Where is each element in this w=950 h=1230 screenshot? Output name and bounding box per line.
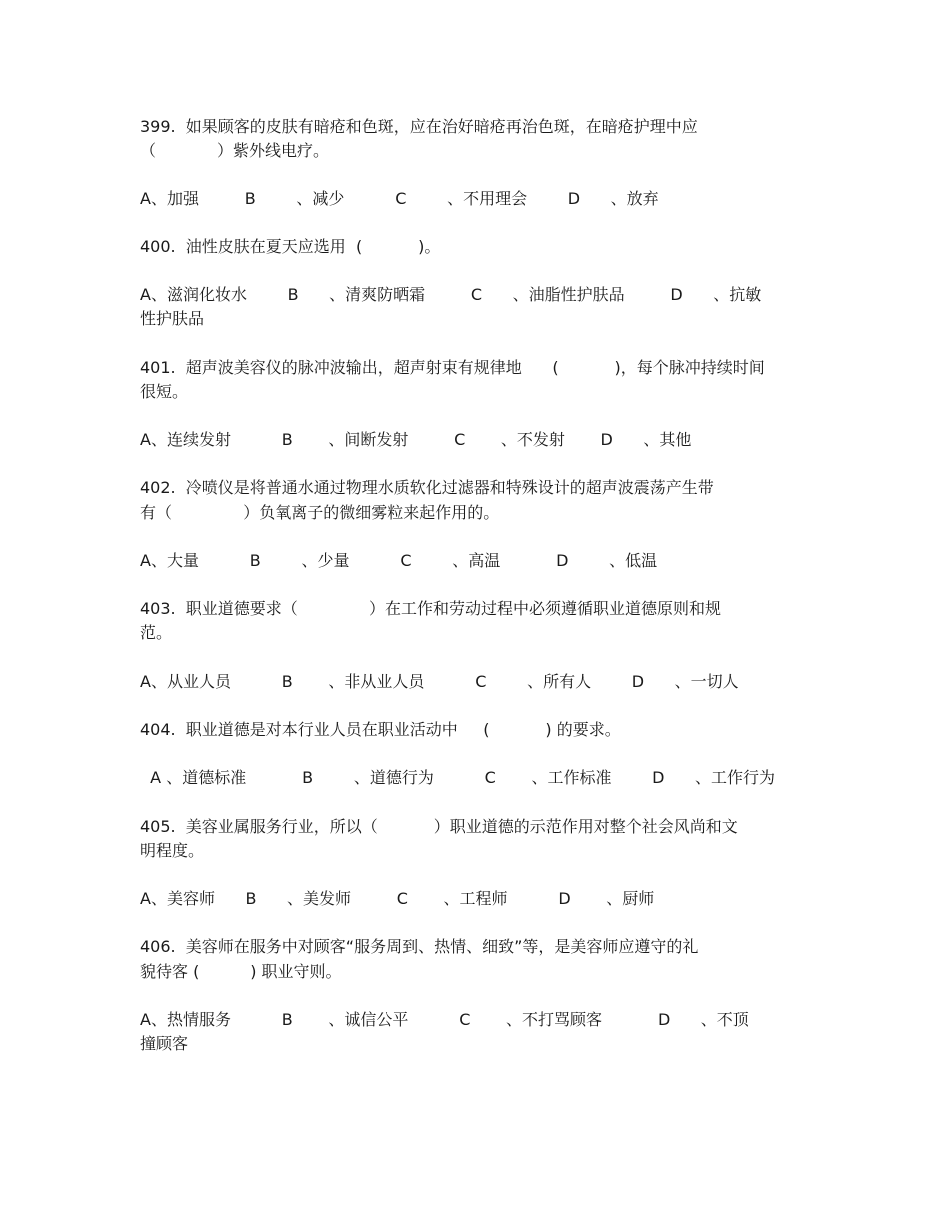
question-401-stem-line-1: 401. 超声波美容仪的脉冲波输出，超声射束有规律地 ( )，每个脉冲持续时间 [140,358,765,377]
question-405-options: A、美容师 B 、美发师 C 、工程师 D 、厨师 [140,889,655,908]
question-400-options-line-2: 性护肤品 [140,309,205,328]
question-402-stem-line-1: 402. 冷喷仪是将普通水通过物理水质软化过滤器和特殊设计的超声波震荡产生带 [140,478,714,497]
question-406-stem-line-1: 406. 美容师在服务中对顾客“服务周到、热情、细致”等，是美容师应遵守的礼 [140,937,699,956]
question-404-options: A 、道德标准 B 、道德行为 C 、工作标准 D 、工作行为 [140,768,775,787]
question-404-stem-line-1: 404. 职业道德是对本行业人员在职业活动中 ( ) 的要求。 [140,720,621,739]
question-400-stem-line-1: 400. 油性皮肤在夏天应选用 ( )。 [140,237,441,256]
question-403-options: A、从业人员 B 、非从业人员 C 、所有人 D 、一切人 [140,672,739,691]
question-400-options-line-1: A、滋润化妆水 B 、清爽防晒霜 C 、油脂性护肤品 D 、抗敏 [140,285,762,304]
question-399-stem-line-1: 399. 如果顾客的皮肤有暗疮和色斑，应在治好暗疮再治色斑，在暗疮护理中应 [140,117,698,136]
question-403-stem-line-1: 403. 职业道德要求（ ）在工作和劳动过程中必须遵循职业道德原则和规 [140,599,722,618]
question-403-stem-line-2: 范。 [140,623,173,642]
question-405-stem-line-2: 明程度。 [140,841,205,860]
question-402-stem-line-2: 有（ ）负氧离子的微细雾粒来起作用的。 [140,503,500,522]
question-406-options-line-1: A、热情服务 B 、诚信公平 C 、不打骂顾客 D 、不顶 [140,1010,749,1029]
question-402-options: A、大量 B 、少量 C 、高温 D 、低温 [140,551,658,570]
question-401-stem-line-2: 很短。 [140,382,189,401]
question-399-options: A、加强 B 、减少 C 、不用理会 D 、放弃 [140,189,659,208]
question-401-options: A、连续发射 B 、间断发射 C 、不发射 D 、其他 [140,430,692,449]
question-405-stem-line-1: 405. 美容业属服务行业，所以（ ）职业道德的示范作用对整个社会风尚和文 [140,817,738,836]
question-406-stem-line-2: 貌待客 ( ) 职业守则。 [140,962,342,981]
question-406-options-line-2: 撞顾客 [140,1034,189,1053]
question-399-stem-line-2: （ ）紫外线电疗。 [140,141,330,160]
